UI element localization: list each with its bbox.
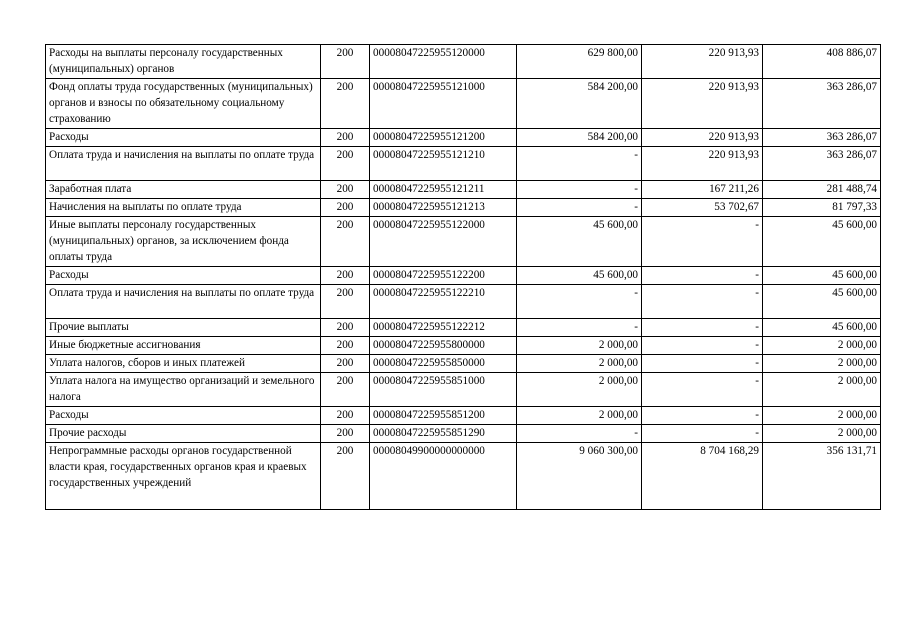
budget-classification-code: 00008047225955851290 [370, 425, 517, 443]
executed-amount: - [642, 319, 763, 337]
executed-amount: - [642, 373, 763, 407]
approved-amount: - [517, 425, 642, 443]
budget-classification-code: 00008047225955121210 [370, 147, 517, 181]
budget-classification-code: 00008047225955122212 [370, 319, 517, 337]
line-code: 200 [321, 79, 370, 129]
line-code: 200 [321, 425, 370, 443]
table-row [46, 355, 881, 373]
unexecuted-amount: 45 600,00 [763, 267, 881, 285]
expense-name: Оплата труда и начисления на выплаты по оплате труда [46, 285, 321, 319]
approved-amount: 45 600,00 [517, 217, 642, 267]
approved-amount: 9 060 300,00 [517, 443, 642, 510]
budget-execution-table [45, 44, 881, 510]
unexecuted-amount: 81 797,33 [763, 199, 881, 217]
executed-amount: - [642, 407, 763, 425]
approved-amount: 2 000,00 [517, 373, 642, 407]
unexecuted-amount: 45 600,00 [763, 285, 881, 319]
budget-classification-code: 00008047225955850000 [370, 355, 517, 373]
line-code: 200 [321, 407, 370, 425]
executed-amount: - [642, 267, 763, 285]
expense-name: Расходы на выплаты персоналу государственных (муниципальных) органов [46, 45, 321, 79]
unexecuted-amount: 356 131,71 [763, 443, 881, 510]
line-code: 200 [321, 319, 370, 337]
executed-amount: 220 913,93 [642, 129, 763, 147]
expense-name: Фонд оплаты труда государственных (муниципальных) органов и взносы по обязательному социальному страхованию [46, 79, 321, 129]
expense-name: Иные бюджетные ассигнования [46, 337, 321, 355]
executed-amount: - [642, 337, 763, 355]
line-code: 200 [321, 181, 370, 199]
budget-classification-code: 00008047225955120000 [370, 45, 517, 79]
table-row [46, 407, 881, 425]
executed-amount: 167 211,26 [642, 181, 763, 199]
expense-name: Непрограммные расходы органов государственной власти края, государственных органов края и краевых государственных учреждений [46, 443, 321, 510]
table-row [46, 337, 881, 355]
expense-name: Прочие выплаты [46, 319, 321, 337]
expense-name: Расходы [46, 129, 321, 147]
line-code: 200 [321, 337, 370, 355]
executed-amount: 220 913,93 [642, 79, 763, 129]
executed-amount: 53 702,67 [642, 199, 763, 217]
line-code: 200 [321, 199, 370, 217]
unexecuted-amount: 2 000,00 [763, 355, 881, 373]
expense-name: Иные выплаты персоналу государственных (муниципальных) органов, за исключением фонда оплаты труда [46, 217, 321, 267]
executed-amount: - [642, 425, 763, 443]
approved-amount: 2 000,00 [517, 337, 642, 355]
table-row [46, 147, 881, 181]
line-code: 200 [321, 147, 370, 181]
executed-amount: 220 913,93 [642, 45, 763, 79]
unexecuted-amount: 2 000,00 [763, 407, 881, 425]
table-row [46, 425, 881, 443]
table-row [46, 129, 881, 147]
expense-name: Уплата налогов, сборов и иных платежей [46, 355, 321, 373]
table-row [46, 79, 881, 129]
approved-amount: 584 200,00 [517, 129, 642, 147]
approved-amount: 2 000,00 [517, 407, 642, 425]
table-row [46, 199, 881, 217]
executed-amount: 220 913,93 [642, 147, 763, 181]
budget-classification-code: 00008047225955122200 [370, 267, 517, 285]
expense-name: Заработная плата [46, 181, 321, 199]
line-code: 200 [321, 129, 370, 147]
budget-classification-code: 00008047225955800000 [370, 337, 517, 355]
table-row [46, 373, 881, 407]
executed-amount: 8 704 168,29 [642, 443, 763, 510]
unexecuted-amount: 363 286,07 [763, 147, 881, 181]
budget-classification-code: 00008047225955122000 [370, 217, 517, 267]
unexecuted-amount: 45 600,00 [763, 319, 881, 337]
executed-amount: - [642, 217, 763, 267]
approved-amount: 584 200,00 [517, 79, 642, 129]
executed-amount: - [642, 355, 763, 373]
budget-classification-code: 00008047225955121200 [370, 129, 517, 147]
expense-name: Расходы [46, 267, 321, 285]
line-code: 200 [321, 443, 370, 510]
unexecuted-amount: 281 488,74 [763, 181, 881, 199]
expense-name: Уплата налога на имущество организаций и земельного налога [46, 373, 321, 407]
expense-name: Прочие расходы [46, 425, 321, 443]
unexecuted-amount: 2 000,00 [763, 337, 881, 355]
approved-amount: 45 600,00 [517, 267, 642, 285]
unexecuted-amount: 408 886,07 [763, 45, 881, 79]
line-code: 200 [321, 373, 370, 407]
line-code: 200 [321, 217, 370, 267]
approved-amount: - [517, 319, 642, 337]
approved-amount: 2 000,00 [517, 355, 642, 373]
approved-amount: 629 800,00 [517, 45, 642, 79]
budget-classification-code: 00008047225955121000 [370, 79, 517, 129]
line-code: 200 [321, 45, 370, 79]
unexecuted-amount: 45 600,00 [763, 217, 881, 267]
expense-name: Расходы [46, 407, 321, 425]
approved-amount: - [517, 199, 642, 217]
table-row [46, 45, 881, 79]
approved-amount: - [517, 147, 642, 181]
line-code: 200 [321, 267, 370, 285]
line-code: 200 [321, 355, 370, 373]
unexecuted-amount: 363 286,07 [763, 79, 881, 129]
expense-name: Начисления на выплаты по оплате труда [46, 199, 321, 217]
table-row [46, 217, 881, 267]
budget-classification-code: 00008047225955121211 [370, 181, 517, 199]
table-row [46, 443, 881, 510]
budget-classification-code: 00008049900000000000 [370, 443, 517, 510]
budget-classification-code: 00008047225955851000 [370, 373, 517, 407]
unexecuted-amount: 2 000,00 [763, 373, 881, 407]
unexecuted-amount: 363 286,07 [763, 129, 881, 147]
line-code: 200 [321, 285, 370, 319]
executed-amount: - [642, 285, 763, 319]
approved-amount: - [517, 285, 642, 319]
budget-classification-code: 00008047225955121213 [370, 199, 517, 217]
budget-classification-code: 00008047225955851200 [370, 407, 517, 425]
table-row [46, 319, 881, 337]
table-row [46, 267, 881, 285]
table-row [46, 181, 881, 199]
budget-classification-code: 00008047225955122210 [370, 285, 517, 319]
approved-amount: - [517, 181, 642, 199]
table-row [46, 285, 881, 319]
expense-name: Оплата труда и начисления на выплаты по оплате труда [46, 147, 321, 181]
unexecuted-amount: 2 000,00 [763, 425, 881, 443]
